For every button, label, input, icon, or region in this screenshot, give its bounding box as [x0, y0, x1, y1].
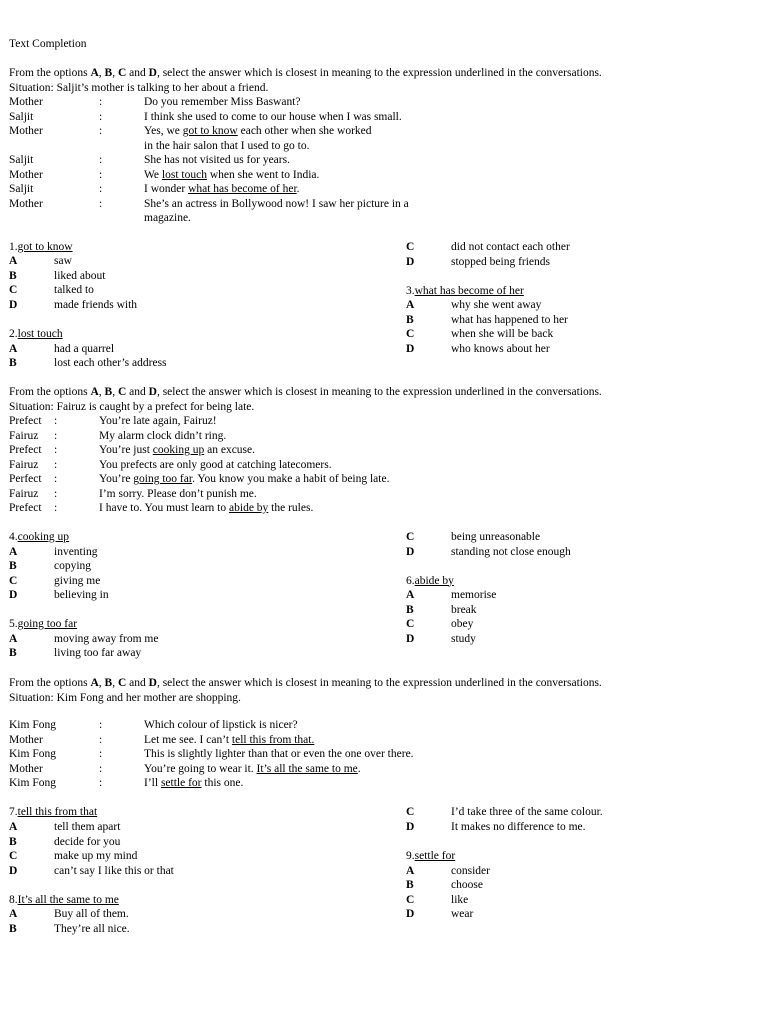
option-letter: A	[9, 255, 18, 267]
option-text: like	[451, 893, 469, 906]
question-header	[9, 893, 119, 907]
option-letter: A	[9, 908, 18, 920]
option-letter: A	[406, 864, 415, 877]
question-phrase: got to know	[17, 241, 73, 253]
dialogue-line	[99, 443, 255, 457]
dialogue-speaker: Saljit	[9, 183, 34, 195]
dialogue-speaker: Prefect	[9, 444, 42, 456]
option-text: break	[451, 603, 477, 616]
dialogue-speaker: Saljit	[9, 110, 34, 123]
option-letter: B	[9, 269, 17, 282]
question-header	[9, 617, 77, 631]
dialogue-separator: :	[54, 487, 58, 500]
option-text: when she will be back	[451, 328, 554, 340]
option-letter: C	[406, 806, 415, 818]
dialogue-separator: :	[54, 458, 58, 471]
option-letter: D	[406, 821, 415, 833]
question-header	[9, 327, 63, 341]
option-letter: A	[9, 545, 18, 558]
dialogue-text: We	[144, 168, 162, 181]
dialogue-text: I have to. You must learn to	[99, 502, 230, 514]
dialogue-line	[99, 501, 313, 515]
option-text: being unreasonable	[451, 531, 541, 543]
question-header	[406, 574, 454, 588]
instruction-prefix: From the options	[9, 386, 91, 398]
dialogue-text: .	[357, 762, 361, 775]
dialogue-text: She’s an actress in Bollywood now! I saw her picture in a	[144, 197, 409, 210]
option-letter: C	[117, 67, 127, 79]
option-text: They’re all nice.	[54, 922, 130, 935]
dialogue-text: You’re going to wear it.	[144, 762, 257, 775]
option-letter: C	[117, 386, 127, 398]
underlined-expression: what has become of her	[188, 183, 297, 195]
option-text: copying	[54, 560, 92, 572]
option-letter: B	[104, 67, 113, 79]
option-letter: B	[9, 835, 17, 848]
dialogue-text: in the hair salon that I used to go to.	[144, 139, 310, 152]
option-text: decide for you	[54, 835, 121, 848]
dialogue-text: I think she used to come to our house when I was small.	[144, 110, 402, 123]
option-letter: C	[406, 531, 415, 543]
option-letter: C	[117, 677, 127, 689]
dialogue-line	[144, 95, 301, 109]
dialogue-text: Do you remember Miss Baswant?	[144, 96, 301, 108]
option-letter: D	[406, 908, 415, 920]
option-letter: C	[9, 574, 18, 587]
dialogue-line	[144, 182, 300, 196]
dialogue-text: . You know you make a habit of being late.	[192, 473, 390, 485]
option-letter: D	[9, 298, 18, 311]
question-number: 4.	[9, 531, 18, 543]
option-letter: C	[9, 850, 18, 862]
option-text: living too far away	[54, 647, 142, 659]
instruction-text: From the options A, B, C and D, select the answer which is closest in meaning to the expression underlined in the conversations.	[9, 67, 602, 79]
option-text: can’t say I like this or that	[54, 864, 174, 877]
question-phrase: tell this from that	[17, 806, 98, 818]
question-number: 2.	[9, 328, 18, 340]
page-title: Text Completion	[9, 38, 87, 50]
dialogue-text: My alarm clock didn’t ring.	[99, 429, 227, 442]
question-phrase: settle for	[414, 850, 456, 862]
dialogue-separator: :	[99, 777, 103, 789]
dialogue-separator: :	[54, 444, 58, 456]
option-text: why she went away	[451, 299, 542, 311]
dialogue-line	[144, 110, 402, 124]
option-text: consider	[451, 864, 490, 877]
option-letter: B	[9, 922, 17, 935]
option-text: did not contact each other	[451, 241, 570, 253]
question-number: 3.	[406, 285, 415, 297]
option-letter: A	[406, 589, 415, 601]
option-letter: D	[406, 255, 415, 268]
dialogue-separator: :	[99, 197, 103, 210]
option-letter: D	[406, 342, 415, 355]
dialogue-text: an excuse.	[204, 444, 256, 456]
dialogue-line	[144, 762, 361, 776]
dialogue-speaker: Mother	[9, 197, 43, 210]
dialogue-speaker: Perfect	[9, 473, 42, 485]
dialogue-separator: :	[54, 415, 58, 427]
option-text: standing not close enough	[451, 545, 571, 558]
dialogue-text: .	[296, 183, 300, 195]
option-letter: B	[406, 879, 414, 891]
option-letter: A	[90, 677, 99, 689]
instruction-suffix: , select the answer which is closest in meaning to the expression underlined in the conversations.	[156, 67, 602, 79]
option-letter: B	[104, 677, 113, 689]
question-header	[406, 284, 524, 298]
question-number: 8.	[9, 893, 18, 906]
dialogue-text: You prefects are only good at catching latecomers.	[99, 458, 332, 471]
option-letter: C	[406, 893, 415, 906]
underlined-expression: tell this from that.	[231, 733, 315, 746]
dialogue-text: I wonder	[144, 183, 189, 195]
option-letter: A	[90, 386, 99, 398]
option-text: giving me	[54, 574, 101, 587]
dialogue-line	[144, 197, 409, 211]
underlined-expression: abide by	[229, 502, 269, 514]
dialogue-speaker: Mother	[9, 733, 43, 746]
dialogue-speaker: Kim Fong	[9, 719, 56, 731]
option-text: choose	[451, 879, 483, 891]
question-header	[406, 849, 455, 863]
dialogue-speaker: Mother	[9, 762, 43, 775]
instruction-prefix: From the options	[9, 67, 91, 79]
dialogue-speaker: Mother	[9, 125, 43, 137]
option-text: I’d take three of the same colour.	[451, 806, 603, 818]
option-letter: A	[9, 632, 18, 645]
dialogue-speaker: Prefect	[9, 502, 42, 514]
option-letter: B	[104, 386, 113, 398]
option-text: inventing	[54, 545, 98, 558]
dialogue-text: You’re	[99, 473, 134, 485]
option-letter: B	[9, 560, 17, 572]
dialogue-line	[144, 153, 290, 167]
dialogue-speaker: Mother	[9, 168, 43, 181]
dialogue-line	[144, 211, 191, 225]
option-text: wear	[451, 908, 474, 920]
dialogue-speaker: Kim Fong	[9, 748, 56, 760]
dialogue-line	[99, 487, 257, 501]
dialogue-text: Let me see. I can’t	[144, 733, 232, 746]
dialogue-speaker: Kim Fong	[9, 777, 56, 789]
option-letter: A	[9, 821, 18, 833]
dialogue-speaker: Fairuz	[9, 458, 39, 471]
option-letter: D	[406, 545, 415, 558]
underlined-expression: going too far	[133, 473, 193, 485]
option-text: It makes no difference to me.	[451, 821, 586, 833]
option-letter: D	[148, 386, 157, 398]
question-phrase: It’s all the same to me	[17, 893, 119, 906]
question-header	[9, 530, 69, 544]
dialogue-line	[144, 718, 298, 732]
dialogue-text: each other when she worked	[237, 125, 372, 137]
underlined-expression: cooking up	[152, 444, 205, 456]
option-text: stopped being friends	[451, 255, 551, 268]
dialogue-line	[144, 168, 319, 182]
option-letter: A	[9, 342, 18, 355]
option-letter: C	[9, 284, 18, 296]
dialogue-separator: :	[54, 502, 58, 514]
dialogue-speaker: Mother	[9, 96, 43, 108]
dialogue-text: You’re just	[99, 444, 153, 456]
dialogue-separator: :	[99, 110, 103, 123]
question-header	[9, 240, 73, 254]
question-number: 9.	[406, 850, 415, 862]
option-text: moving away from me	[54, 632, 159, 645]
dialogue-line	[144, 124, 372, 138]
option-letter: B	[9, 647, 17, 659]
situation-text: Situation: Fairuz is caught by a prefect for being late.	[9, 400, 255, 413]
dialogue-line	[99, 429, 226, 443]
instruction-text: From the options A, B, C and D, select the answer which is closest in meaning to the expression underlined in the conversations.	[9, 386, 602, 398]
dialogue-text: I’m sorry. Please don’t punish me.	[99, 487, 257, 500]
dialogue-text: the rules.	[268, 502, 314, 514]
option-text: obey	[451, 618, 474, 630]
option-text: who knows about her	[451, 342, 550, 355]
option-text: make up my mind	[54, 850, 138, 862]
option-text: liked about	[54, 269, 106, 282]
dialogue-text: I’ll	[144, 777, 161, 789]
dialogue-text: when she went to India.	[206, 168, 320, 181]
option-text: talked to	[54, 284, 94, 296]
option-letter: D	[148, 67, 157, 79]
situation-text: Situation: Kim Fong and her mother are shopping.	[9, 691, 241, 704]
question-phrase: what has become of her	[414, 285, 524, 297]
question-number: 5.	[9, 618, 18, 630]
option-text: lost each other’s address	[54, 357, 167, 369]
question-number: 1.	[9, 241, 18, 253]
dialogue-separator: :	[99, 719, 103, 731]
dialogue-separator: :	[99, 183, 103, 195]
dialogue-separator: :	[99, 762, 103, 775]
dialogue-separator: :	[99, 748, 103, 760]
dialogue-text: This is slightly lighter than that or even the one over there.	[144, 748, 414, 760]
option-letter: C	[406, 618, 415, 630]
question-number: 6.	[406, 574, 415, 587]
option-text: believing in	[54, 589, 109, 601]
question-phrase: going too far	[17, 618, 78, 630]
dialogue-speaker: Fairuz	[9, 487, 39, 500]
dialogue-line	[144, 776, 243, 790]
option-letter: D	[9, 589, 18, 601]
dialogue-text: Which colour of lipstick is nicer?	[144, 719, 298, 731]
dialogue-line	[144, 139, 309, 153]
dialogue-line	[144, 747, 414, 761]
underlined-expression: lost touch	[161, 168, 207, 181]
option-text: saw	[54, 255, 72, 267]
option-text: made friends with	[54, 298, 138, 311]
option-letter: C	[406, 241, 415, 253]
option-text: had a quarrel	[54, 342, 115, 355]
option-letter: A	[406, 299, 415, 311]
option-letter: D	[9, 864, 18, 877]
dialogue-line	[99, 458, 332, 472]
dialogue-line	[99, 414, 217, 428]
dialogue-separator: :	[99, 733, 103, 746]
dialogue-text: She has not visited us for years.	[144, 154, 290, 166]
dialogue-separator: :	[99, 125, 103, 137]
dialogue-separator: :	[99, 168, 103, 181]
option-text: memorise	[451, 589, 497, 601]
underlined-expression: It’s all the same to me	[256, 762, 358, 775]
instruction-suffix: , select the answer which is closest in meaning to the expression underlined in the conversations.	[156, 677, 602, 689]
option-text: Buy all of them.	[54, 908, 129, 920]
option-letter: D	[406, 632, 415, 645]
option-letter: A	[90, 67, 99, 79]
option-letter: B	[406, 603, 414, 616]
option-text: tell them apart	[54, 821, 121, 833]
dialogue-separator: :	[54, 429, 58, 442]
dialogue-text: Yes, we	[144, 125, 183, 137]
question-phrase: abide by	[414, 574, 454, 587]
dialogue-speaker: Fairuz	[9, 429, 39, 442]
dialogue-speaker: Prefect	[9, 415, 42, 427]
option-letter: C	[406, 328, 415, 340]
option-text: study	[451, 632, 476, 645]
dialogue-line	[99, 472, 389, 486]
option-letter: D	[148, 677, 157, 689]
dialogue-separator: :	[54, 473, 58, 485]
instruction-suffix: , select the answer which is closest in meaning to the expression underlined in the conversations.	[156, 386, 602, 398]
question-header	[9, 805, 97, 819]
question-phrase: cooking up	[17, 531, 70, 543]
question-phrase: lost touch	[17, 328, 63, 340]
dialogue-text: this one.	[201, 777, 244, 789]
dialogue-text: magazine.	[144, 212, 191, 224]
underlined-expression: settle for	[160, 777, 202, 789]
dialogue-text: You’re late again, Fairuz!	[99, 415, 217, 427]
instruction-text: From the options A, B, C and D, select the answer which is closest in meaning to the expression underlined in the conversations.	[9, 677, 602, 689]
situation-text: Situation: Saljit’s mother is talking to her about a friend.	[9, 81, 269, 94]
option-letter: B	[406, 313, 414, 326]
option-text: what has happened to her	[451, 313, 568, 326]
dialogue-speaker: Saljit	[9, 154, 34, 166]
instruction-prefix: From the options	[9, 677, 91, 689]
dialogue-line	[144, 733, 314, 747]
underlined-expression: got to know	[182, 125, 238, 137]
option-letter: B	[9, 357, 17, 369]
dialogue-separator: :	[99, 96, 103, 108]
question-number: 7.	[9, 806, 18, 818]
dialogue-separator: :	[99, 154, 103, 166]
